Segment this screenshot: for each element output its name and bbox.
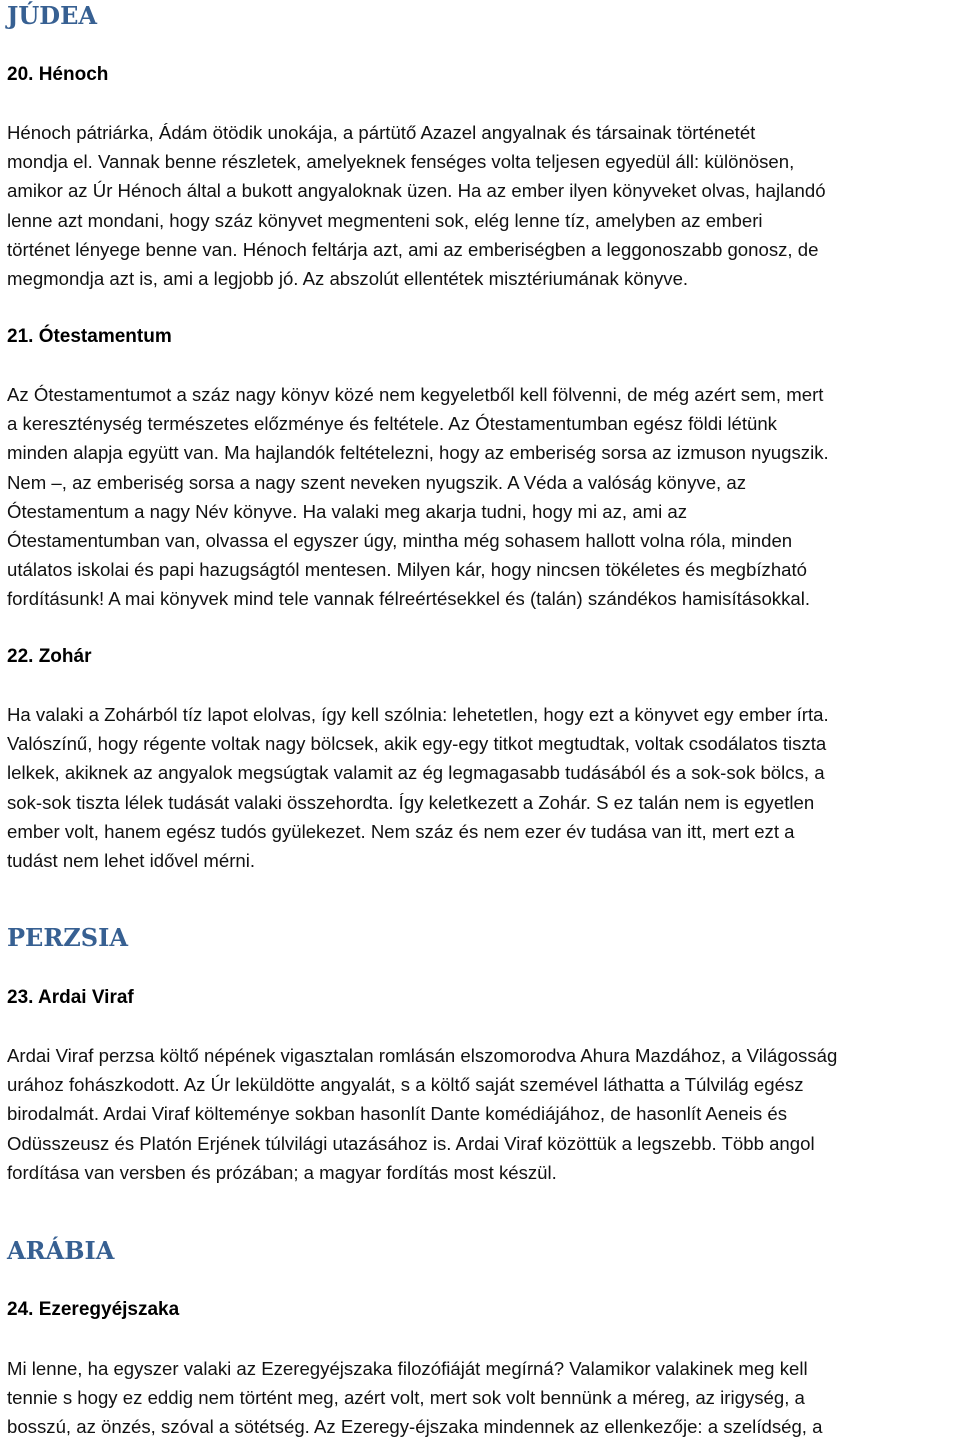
section-heading-ezeregyejszaka: 24. Ezeregyéjszaka [7, 1299, 180, 1320]
paragraph-ezeregyejszaka [7, 1354, 822, 1442]
section-heading-henoch: 20. Hénoch [7, 64, 109, 85]
text-line: Odüsszeusz és Platón Erjének túlvilági utazásához is. Ardai Viraf közöttük a legszebb. Több angol [7, 1132, 815, 1154]
text-line: lenne azt mondani, hogy száz könyvet megmenteni sok, elég lenne tíz, amelyben az emberi [7, 209, 763, 231]
text-line: fordításunk! A mai könyvek mind tele vannak félreértésekkel és (talán) szándékos hamisításokkal. [7, 588, 811, 610]
text-line: amikor az Úr Hénoch által a bukott angyaloknak üzen. Ha az ember ilyen könyveket olvas, hajlandó [7, 180, 826, 202]
text-line: bosszú, az önzés, szóval a sötétség. Az Ezeregy-éjszaka mindennek az ellenkezője: a szelídség, a [7, 1416, 823, 1438]
text-line: fordítása van versben és prózában; a magyar fordítás most készül. [7, 1161, 557, 1183]
text-line: Valószínű, hogy régente voltak nagy bölcsek, akik egy-egy titkot megtudtak, voltak csodálatos tiszta [7, 733, 827, 755]
text-line: Ardai Viraf perzsa költő népének vigasztalan romlásán elszomorodva Ahura Mazdához, a Világosság [7, 1045, 838, 1066]
text-line: megmondja azt is, ami a legjobb jó. Az abszolút ellentétek misztériumának könyve. [7, 268, 689, 290]
text-line: a kereszténység természetes előzménye és feltétele. Az Ótestamentumban egész földi létünk [7, 413, 777, 435]
text-line: urához fohászkodott. Az Úr leküldötte angyalát, s a költő saját szemével láthatta a Túlvilág egész [7, 1074, 804, 1096]
text-line: Mi lenne, ha egyszer valaki az Ezeregyéjszaka filozófiáját megírná? Valamikor valakinek meg kell [7, 1358, 808, 1379]
text-line: minden alapja együtt van. Ma hajlandók feltételezni, hogy az emberiség sorsa az izmuson nyugszik. [7, 442, 829, 464]
text-line: birodalmát. Ardai Viraf költeménye sokban hasonlít Dante komédiájához, de hasonlít Aeneis és [7, 1103, 788, 1125]
text-line: Ótestamentumban van, olvassa el egyszer úgy, mintha még sohasem hallott volna róla, minden [7, 530, 793, 552]
paragraph-ardai-viraf [7, 1041, 837, 1187]
text-line: mondja el. Vannak benne részletek, amelyeknek fenséges volta teljesen egyedül áll: különösen, [7, 151, 795, 173]
text-line: Nem –, az emberiség sorsa a nagy szent neveken nyugszik. A Véda a valóság könyve, az [7, 471, 747, 493]
text-line: utálatos iskolai és papi hazugságtól mentesen. Milyen kár, hogy nincsen tökéletes és megbízható [7, 559, 808, 581]
paragraph-henoch [7, 118, 826, 293]
text-line: történet lényege benne van. Hénoch feltárja azt, ami az emberiségben a leggonoszabb gonosz, de [7, 238, 819, 260]
text-line: lelkek, akiknek az angyalok megsúgtak valamit az ég legmagasabb tudásából és a sok-sok bölcs, a [7, 762, 825, 784]
section-heading-otestamentum: 21. Ótestamentum [7, 326, 172, 347]
section-heading-ardai-viraf: 23. Ardai Viraf [7, 987, 134, 1008]
text-line: tennie s hogy ez eddig nem történt meg, azért volt, mert sok volt bennünk a méreg, az irigység, a [7, 1387, 805, 1409]
text-line: Ótestamentum a nagy Név könyve. Ha valaki meg akarja tudni, hogy mi az, ami az [7, 500, 688, 522]
text-line: tudást nem lehet idővel mérni. [7, 850, 256, 872]
paragraph-otestamentum [7, 380, 829, 614]
text-line: Az Ótestamentumot a száz nagy könyv közé nem kegyeletből kell fölvenni, de még azért sem, mert [7, 384, 824, 405]
region-title-judea: JÚDEA [7, 1, 98, 30]
region-title-arabia: ARÁBIA [7, 1236, 115, 1265]
section-heading-zohar: 22. Zohár [7, 646, 92, 667]
text-line: Hénoch pátriárka, Ádám ötödik unokája, a pártütő Azazel angyalnak és társainak történetét [7, 122, 756, 143]
text-line: sok-sok tiszta lélek tudását valaki összehordta. Így keletkezett a Zohár. S ez talán nem is egyetlen [7, 791, 815, 813]
text-line: ember volt, hanem egész tudós gyülekezet. Nem száz és nem ezer év tudása van itt, mert ezt a [7, 820, 795, 842]
paragraph-zohar [7, 700, 829, 875]
region-title-perzsia: PERZSIA [7, 923, 128, 952]
text-line: Ha valaki a Zohárból tíz lapot elolvas, így kell szólnia: lehetetlen, hogy ezt a könyvet egy ember írta. [7, 704, 829, 725]
